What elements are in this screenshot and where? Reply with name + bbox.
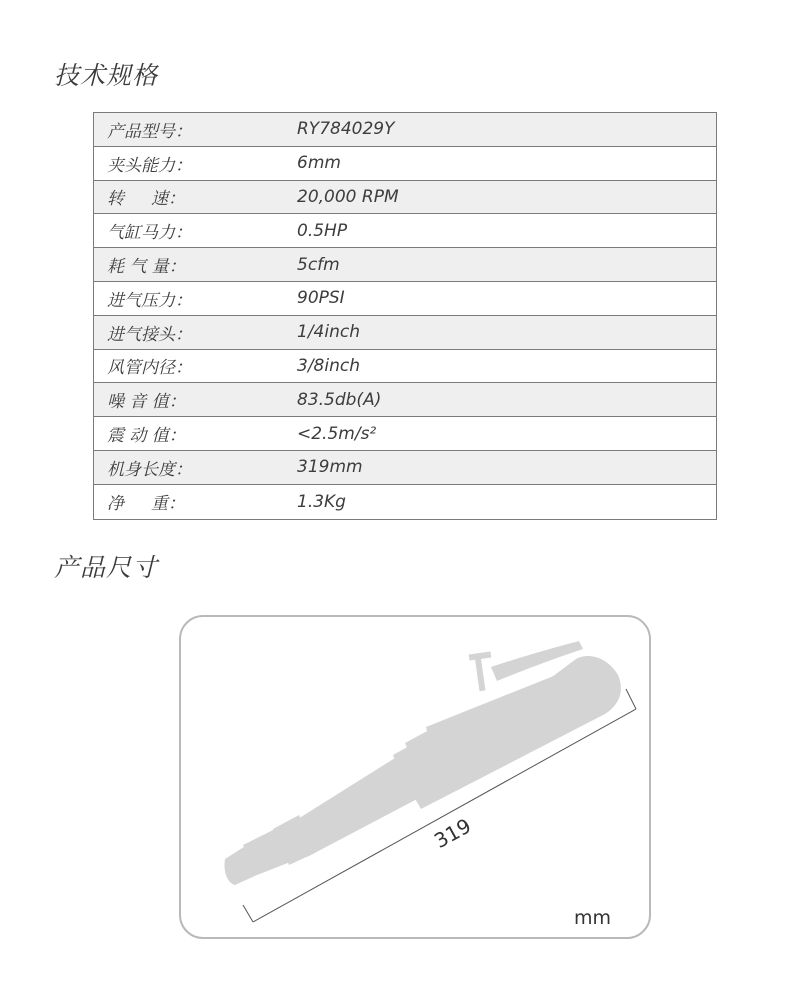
- spec-label: 进气压力：: [107, 290, 192, 311]
- spec-value: RY784029Y: [297, 119, 395, 140]
- spec-row: [94, 181, 716, 215]
- spec-row: [94, 485, 716, 519]
- spec-label: 震 动 值：: [107, 426, 186, 447]
- spec-row: [94, 417, 716, 451]
- spec-value: 1/4inch: [297, 322, 360, 343]
- spec-label: 净 重：: [107, 494, 186, 515]
- spec-row: [94, 451, 716, 485]
- tool-silhouette: [224, 641, 620, 885]
- spec-row: [94, 316, 716, 350]
- spec-label: 耗 气 量：: [107, 257, 186, 278]
- dimensions-section-title: 产品尺寸: [54, 553, 159, 582]
- spec-value: <2.5m/s²: [297, 423, 377, 444]
- spec-label: 气缸马力：: [107, 223, 192, 244]
- spec-row: [94, 214, 716, 248]
- spec-label: 夹头能力：: [107, 155, 192, 176]
- specs-table: [93, 112, 717, 520]
- spec-row: [94, 383, 716, 417]
- spec-label: 转 速：: [107, 189, 186, 210]
- spec-value: 0.5HP: [297, 220, 348, 241]
- spec-row: [94, 350, 716, 384]
- spec-value: 83.5db(A): [297, 389, 382, 410]
- spec-label: 机身长度：: [107, 459, 192, 480]
- spec-value: 20,000 RPM: [297, 186, 399, 207]
- spec-value: 1.3Kg: [297, 491, 346, 512]
- spec-value: 319mm: [297, 457, 363, 478]
- dimension-unit-label: mm: [574, 907, 612, 929]
- dimension-value-label: 319: [430, 813, 476, 853]
- spec-label: 风管内径：: [107, 358, 192, 379]
- spec-value: 90PSI: [297, 288, 345, 309]
- spec-label: 噪 音 值：: [107, 392, 186, 413]
- spec-label: 进气接头：: [107, 324, 192, 345]
- spec-value: 5cfm: [297, 254, 340, 275]
- spec-value: 6mm: [297, 153, 341, 174]
- dimensions-frame: [179, 615, 651, 939]
- spec-label: 产品型号：: [107, 121, 192, 142]
- specs-section-title: 技术规格: [54, 61, 159, 90]
- spec-row: [94, 248, 716, 282]
- spec-row: [94, 113, 716, 147]
- die-grinder-illustration: [181, 617, 649, 937]
- spec-row: [94, 282, 716, 316]
- spec-row: [94, 147, 716, 181]
- spec-value: 3/8inch: [297, 355, 360, 376]
